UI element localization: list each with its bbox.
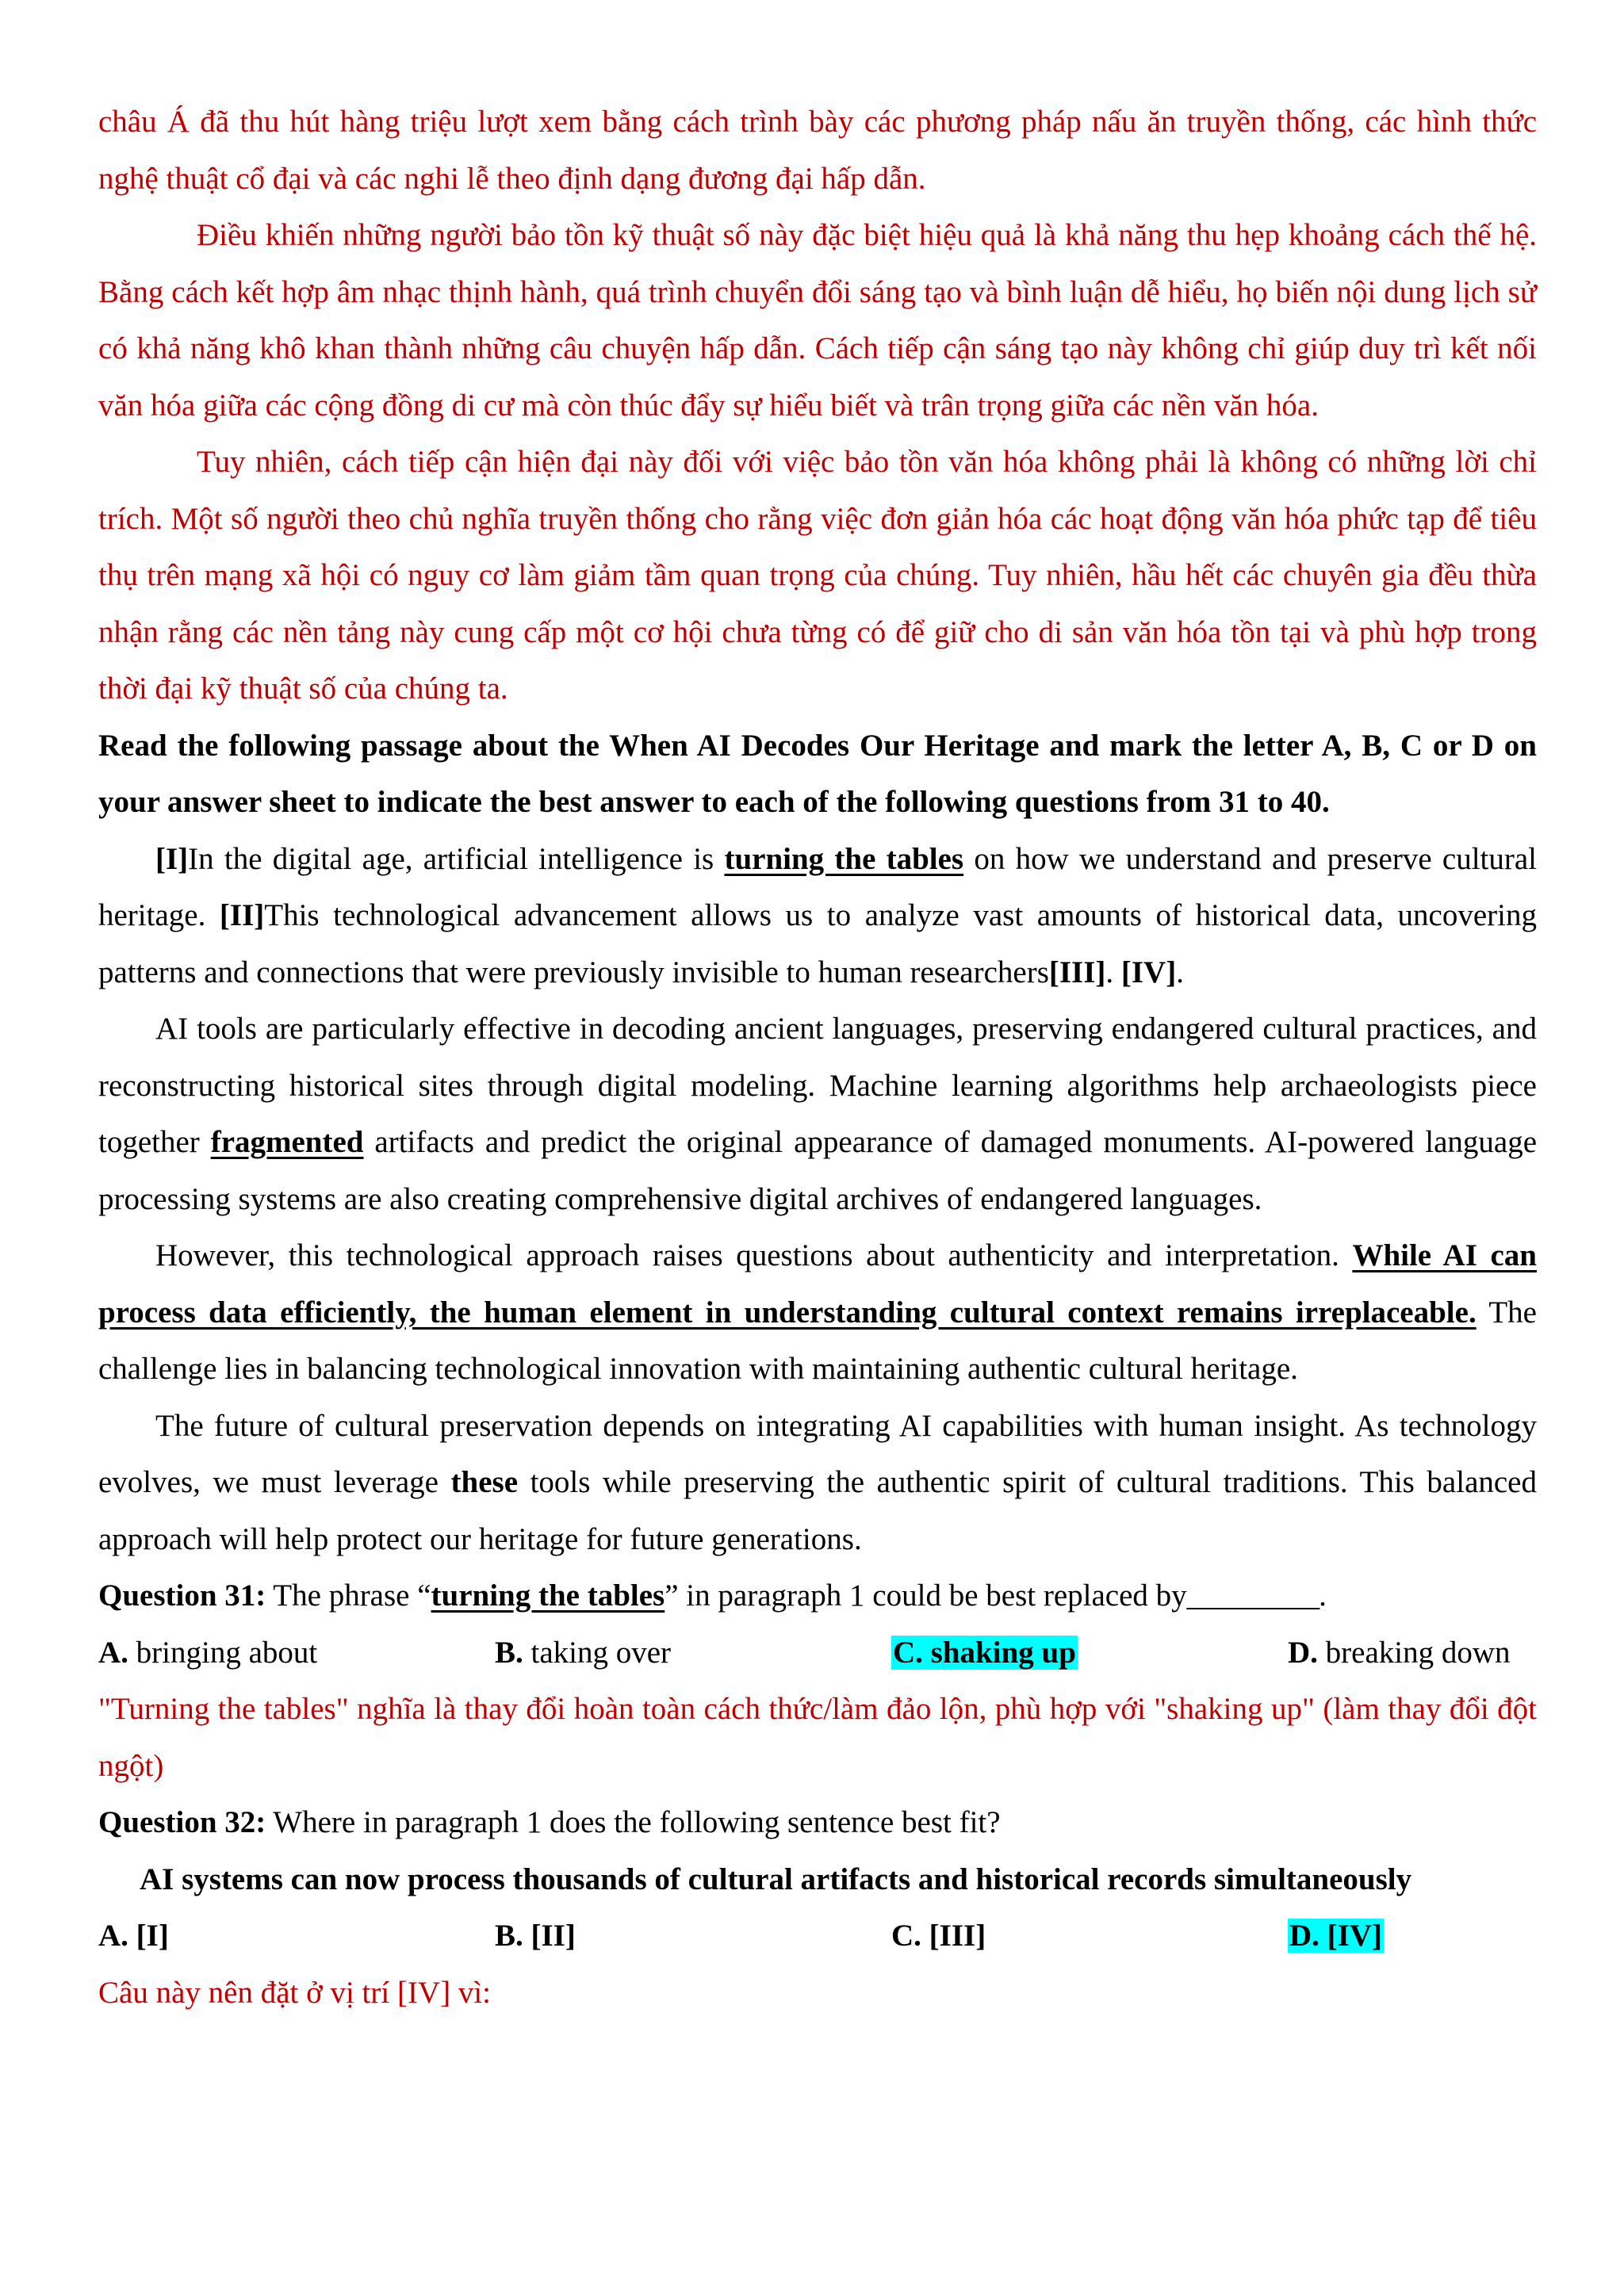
question-31-explanation: "Turning the tables" nghĩa là thay đổi hoàn toàn cách thức/làm đảo lộn, phù hợp với "shaking up" (làm thay đổi đột ngột) bbox=[98, 1692, 1537, 1783]
p2-text-2: artifacts and predict the original appearance of damaged monuments. AI-powered language processing systems are also creating comprehensive digital archives of endangered languages. bbox=[98, 1125, 1538, 1216]
option-letter: C. bbox=[891, 1919, 921, 1953]
marker-III: [III] bbox=[1048, 955, 1106, 989]
marker-II: [II] bbox=[219, 898, 265, 932]
underlined-word-fragmented: fragmented bbox=[210, 1125, 364, 1159]
passage-paragraph-4 bbox=[98, 1398, 1537, 1568]
p4-text-2: tools while preserving the authentic spirit of cultural traditions. This balanced approach will help protect our heritage for future generations. bbox=[98, 1465, 1537, 1556]
option-letter: B. bbox=[495, 1919, 523, 1953]
question-31-text-1: The phrase “ bbox=[266, 1578, 431, 1613]
p1-text-5: . bbox=[1176, 955, 1184, 989]
p4-text-1: The future of cultural preservation depends on integrating AI capabilities with human insight. As technology evolves, we must leverage bbox=[98, 1408, 1537, 1499]
question-31-text-2: ” in paragraph 1 could be best replaced by bbox=[665, 1578, 1187, 1613]
question-32-label: Question 32: bbox=[98, 1805, 266, 1839]
option-31-C[interactable] bbox=[891, 1624, 1288, 1682]
option-31-B[interactable] bbox=[495, 1624, 891, 1682]
vi-paragraph-3: Tuy nhiên, cách tiếp cận hiện đại này đối với việc bảo tồn văn hóa không phải là không có những lời chỉ trích. Một số người theo chủ nghĩa truyền thống cho rằng việc đơn giản hóa các hoạt động văn hóa phức tạp để tiêu thụ trên mạng xã hội có nguy cơ làm giảm tầm quan trọng của chúng. Tuy nhiên, hầu hết các chuyên gia đều thừa nhận rằng các nền tảng này cung cấp một cơ hội chưa từng có để giữ cho di sản văn hóa tồn tại và phù hợp trong thời đại kỹ thuật số của chúng ta. bbox=[98, 445, 1537, 706]
option-letter: C. bbox=[893, 1635, 923, 1670]
p1-text-4: . bbox=[1105, 955, 1121, 989]
option-text: [I] bbox=[128, 1919, 169, 1953]
option-32-A[interactable] bbox=[98, 1908, 495, 1965]
p3-text-2: The challenge lies in balancing technological innovation with maintaining authentic cultural heritage. bbox=[98, 1295, 1537, 1386]
question-31 bbox=[98, 1567, 1537, 1624]
option-32-C[interactable] bbox=[891, 1908, 1288, 1965]
p1-text-3: This technological advancement allows us to analyze vast amounts of historical data, uncovering patterns and connections that were previously invisible to human researchers bbox=[98, 898, 1537, 989]
option-text: shaking up bbox=[922, 1635, 1076, 1670]
option-31-D[interactable] bbox=[1288, 1624, 1511, 1682]
question-32-explanation: Câu này nên đặt ở vị trí [IV] vì: bbox=[98, 1975, 492, 2010]
question-31-phrase: turning the tables bbox=[431, 1578, 665, 1613]
p1-text-2: on how we understand and preserve cultural heritage. bbox=[98, 841, 1537, 932]
option-text: [III] bbox=[921, 1919, 986, 1953]
option-text: [II] bbox=[523, 1919, 576, 1953]
p2-text-1: AI tools are particularly effective in decoding ancient languages, preserving endangered cultural practices, and reconstructing historical sites through digital modeling. Machine learning algorithms help archaeologists piece together bbox=[98, 1012, 1537, 1159]
option-32-B[interactable] bbox=[495, 1908, 891, 1965]
question-31-blank: _________. bbox=[1186, 1578, 1326, 1613]
option-letter: B. bbox=[495, 1635, 523, 1670]
passage-paragraph-2 bbox=[98, 1001, 1537, 1227]
reading-instruction: Read the following passage about the When AI Decodes Our Heritage and mark the letter A, B, C or D on your answer sheet to indicate the best answer to each of the following questions from 31 to 40. bbox=[98, 728, 1537, 819]
option-text: bringing about bbox=[128, 1635, 318, 1670]
vi-paragraph-1: châu Á đã thu hút hàng triệu lượt xem bằng cách trình bày các phương pháp nấu ăn truyền thống, các hình thức nghệ thuật cổ đại và các nghi lễ theo định dạng đương đại hấp dẫn. bbox=[98, 105, 1537, 196]
option-letter: A. bbox=[98, 1635, 128, 1670]
option-32-D[interactable] bbox=[1288, 1908, 1384, 1965]
passage-paragraph-3 bbox=[98, 1227, 1537, 1398]
underlined-phrase-turning-the-tables: turning the tables bbox=[724, 841, 964, 876]
option-text: [IV] bbox=[1319, 1919, 1382, 1953]
correct-answer-highlight bbox=[1288, 1919, 1384, 1953]
option-text: breaking down bbox=[1317, 1635, 1511, 1670]
question-32-options bbox=[98, 1908, 1537, 1965]
option-letter: D. bbox=[1289, 1919, 1320, 1953]
question-31-label: Question 31: bbox=[98, 1578, 266, 1613]
marker-IV: [IV] bbox=[1120, 955, 1177, 989]
p3-text-1: However, this technological approach raises questions about authenticity and interpretation. bbox=[155, 1238, 1353, 1272]
passage-paragraph-1 bbox=[98, 831, 1537, 1001]
p1-text-1: In the digital age, artificial intelligence is bbox=[188, 841, 725, 876]
correct-answer-highlight bbox=[891, 1636, 1078, 1670]
question-32-sentence: AI systems can now process thousands of cultural artifacts and historical records simultaneously bbox=[140, 1862, 1412, 1896]
vi-paragraph-2: Điều khiến những người bảo tồn kỹ thuật số này đặc biệt hiệu quả là khả năng thu hẹp khoảng cách thế hệ. Bằng cách kết hợp âm nhạc thịnh hành, quá trình chuyển đổi sáng tạo và bình luận dễ hiểu, họ biến nội dung lịch sử có khả năng khô khan thành những câu chuyện hấp dẫn. Cách tiếp cận sáng tạo này không chỉ giúp duy trì kết nối văn hóa giữa các cộng đồng di cư mà còn thúc đẩy sự hiểu biết và trân trọng giữa các nền văn hóa. bbox=[98, 218, 1537, 423]
marker-I: [I] bbox=[155, 841, 189, 876]
question-32-text: Where in paragraph 1 does the following sentence best fit? bbox=[266, 1805, 1001, 1839]
option-letter: D. bbox=[1288, 1635, 1318, 1670]
question-31-options bbox=[98, 1624, 1537, 1682]
option-letter: A. bbox=[98, 1919, 128, 1953]
option-text: taking over bbox=[523, 1635, 672, 1670]
underlined-sentence-while-ai: While AI can process data efficiently, the human element in understanding cultural context remains irreplaceable. bbox=[98, 1238, 1537, 1330]
bold-word-these: these bbox=[450, 1465, 519, 1499]
option-31-A[interactable] bbox=[98, 1624, 495, 1682]
question-32 bbox=[98, 1794, 1537, 1851]
